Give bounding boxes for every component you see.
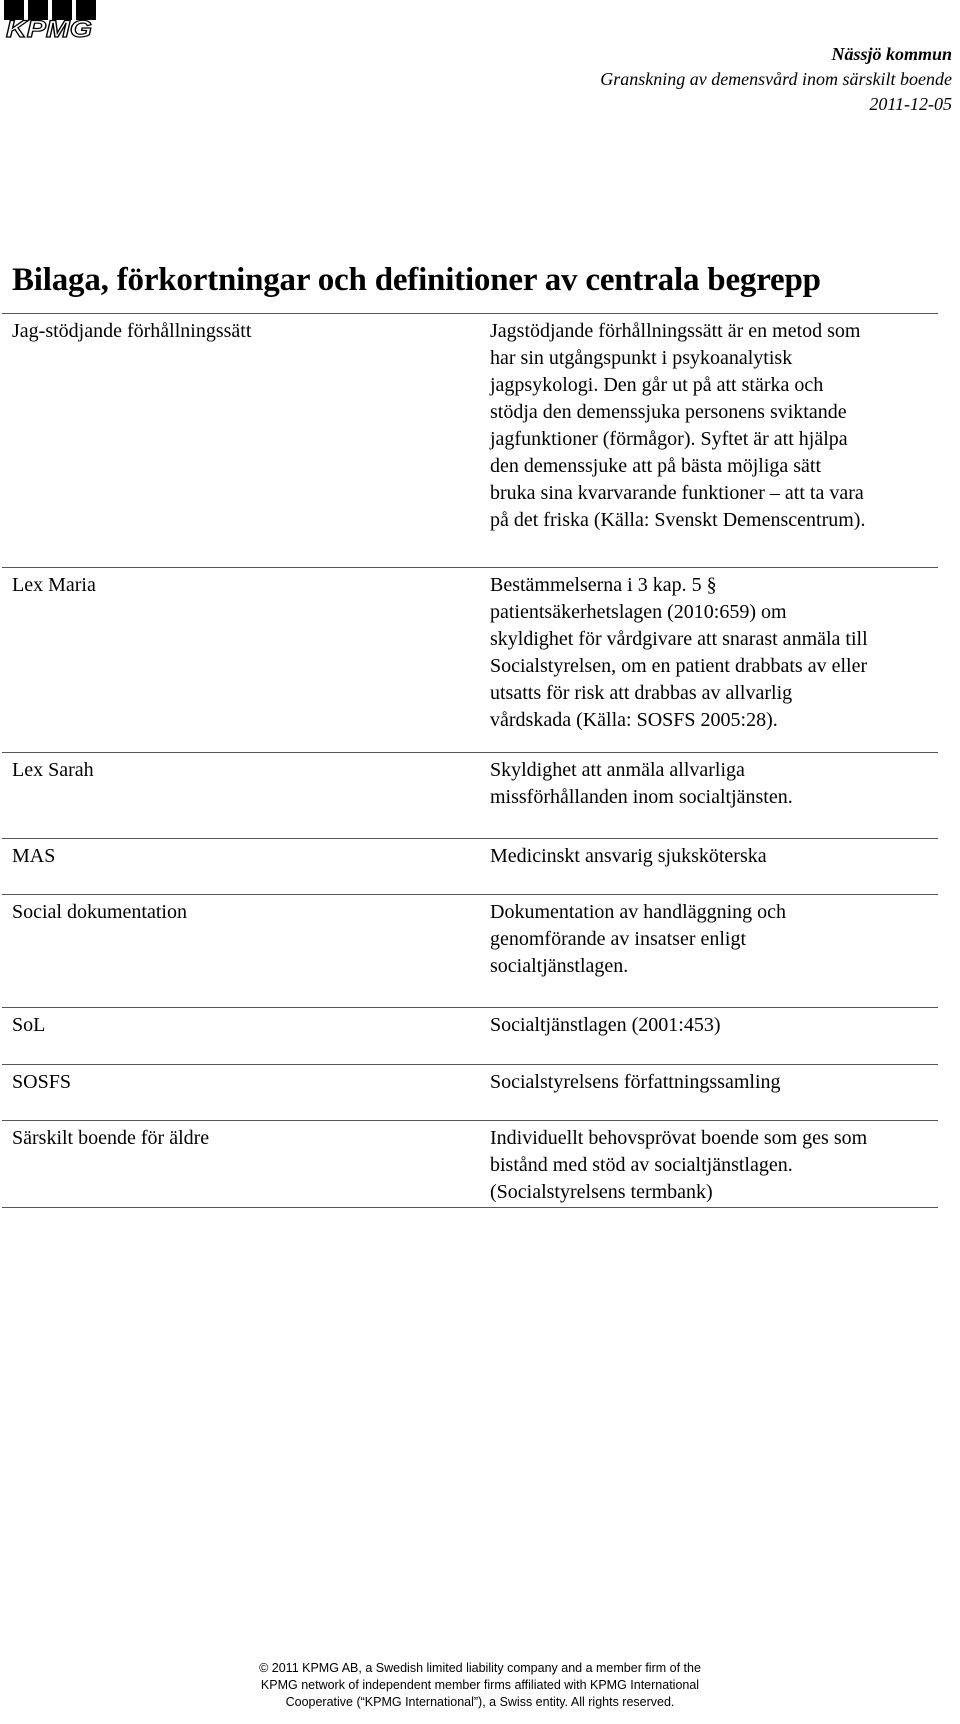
kpmg-logo-text: KPMG — [6, 16, 92, 42]
definition-line: bistånd med stöd av socialtjänstlagen. — [490, 1154, 793, 1176]
definition-text — [480, 568, 938, 752]
definition-line: vårdskada (Källa: SOSFS 2005:28). — [490, 709, 778, 731]
definition-text — [480, 1121, 938, 1207]
definition-line: jagfunktioner (förmågor). Syftet är att hjälpa — [490, 428, 848, 450]
definition-line: Socialstyrelsens författningssamling — [490, 1071, 781, 1093]
document-header — [600, 42, 952, 117]
kpmg-logo — [4, 0, 104, 42]
definition-row — [2, 839, 938, 895]
definition-line: den demenssjuke att på bästa möjliga sätt — [490, 455, 822, 477]
definition-row — [2, 1008, 938, 1065]
definition-term: Lex Sarah — [12, 759, 94, 781]
definition-text — [480, 314, 938, 567]
definition-row — [2, 753, 938, 839]
definition-line: skyldighet för vårdgivare att snarast anmäla till — [490, 628, 868, 650]
definition-term: SoL — [12, 1014, 46, 1036]
definition-text — [480, 1008, 938, 1064]
definition-line: genomförande av insatser enligt — [490, 928, 747, 950]
definition-text — [480, 839, 938, 894]
definition-text — [480, 753, 938, 838]
definition-term: Lex Maria — [12, 574, 96, 596]
definition-text — [480, 1065, 938, 1120]
footer-line: KPMG network of independent member firms affiliated with KPMG International — [260, 1678, 700, 1692]
definition-line: socialtjänstlagen. — [490, 955, 629, 977]
definition-line: Jagstödjande förhållningssätt är en metod som — [490, 320, 861, 342]
definition-line: Medicinskt ansvarig sjuksköterska — [490, 845, 767, 867]
definition-line: Bestämmelserna i 3 kap. 5 § — [490, 574, 717, 596]
definition-row — [2, 1121, 938, 1208]
definition-line: stödja den demenssjuka personens sviktande — [490, 401, 847, 423]
definition-row — [2, 568, 938, 753]
definition-term: Särskilt boende för äldre — [12, 1127, 210, 1149]
definitions-table — [2, 313, 938, 1208]
definition-row — [2, 895, 938, 1008]
definition-line: bruka sina kvarvarande funktioner – att ta vara — [490, 482, 864, 504]
page-title: Bilaga, förkortningar och definitioner av centrala begrepp — [12, 262, 821, 298]
definition-term: Jag-stödjande förhållningssätt — [12, 320, 252, 342]
definition-line: Socialtjänstlagen (2001:453) — [490, 1014, 721, 1036]
definition-line: jagpsykologi. Den går ut på att stärka och — [490, 374, 824, 396]
definition-row — [2, 314, 938, 568]
header-report-title: Granskning av demensvård inom särskilt boende — [600, 69, 952, 89]
definition-row — [2, 1065, 938, 1121]
definition-line: Socialstyrelsen, om en patient drabbats av eller — [490, 655, 868, 677]
definition-term: MAS — [12, 845, 56, 867]
definition-line: missförhållanden inom socialtjänsten. — [490, 786, 793, 808]
definition-line: patientsäkerhetslagen (2010:659) om — [490, 601, 787, 623]
copyright-footer — [0, 1660, 960, 1711]
definition-line: Skyldighet att anmäla allvarliga — [490, 759, 745, 781]
footer-line: © 2011 KPMG AB, a Swedish limited liability company and a member firm of the — [259, 1661, 701, 1675]
header-date: 2011-12-05 — [869, 94, 952, 114]
header-organization: Nässjö kommun — [831, 44, 952, 64]
definition-text — [480, 895, 938, 1007]
footer-line: Cooperative (“KPMG International”), a Swiss entity. All rights reserved. — [285, 1695, 675, 1709]
definition-term: Social dokumentation — [12, 901, 187, 923]
definition-line: Individuellt behovsprövat boende som ges som — [490, 1127, 868, 1149]
definition-line: har sin utgångspunkt i psykoanalytisk — [490, 347, 793, 369]
definition-line: Dokumentation av handläggning och — [490, 901, 787, 923]
definition-line: på det friska (Källa: Svenskt Demenscentrum). — [490, 509, 866, 531]
definition-line: (Socialstyrelsens termbank) — [490, 1181, 713, 1203]
definition-term: SOSFS — [12, 1071, 71, 1093]
definition-line: utsatts för risk att drabbas av allvarlig — [490, 682, 793, 704]
